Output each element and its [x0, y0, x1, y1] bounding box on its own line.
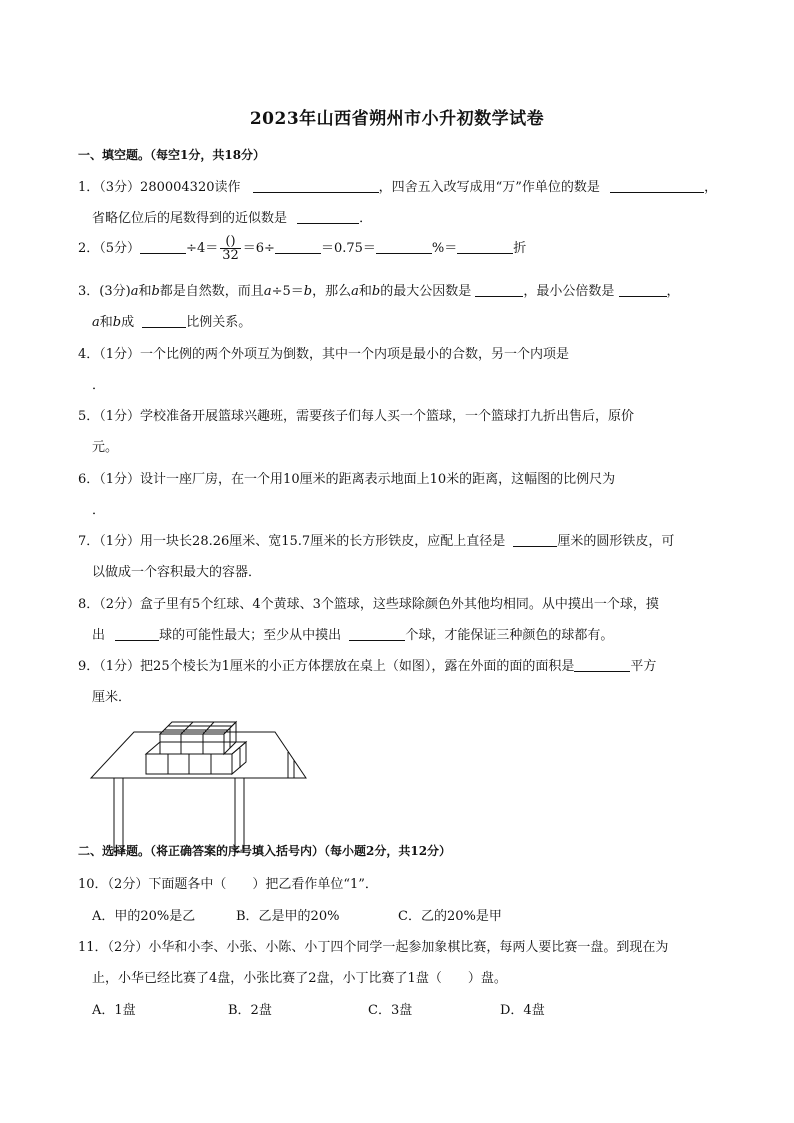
question-1-line-2: 省略亿位后的尾数得到的近似数是 ．: [92, 211, 373, 226]
answer-blank[interactable]: [253, 179, 379, 193]
fraction: $\frac{()}{32}$: [222, 234, 239, 263]
question-9-line-2: 厘米．: [92, 690, 132, 705]
option-d[interactable]: D．4盘: [500, 1003, 545, 1018]
question-6-line-2: ．: [92, 503, 106, 518]
answer-blank[interactable]: [297, 210, 359, 224]
answer-blank[interactable]: [142, 314, 186, 328]
answer-blank[interactable]: [619, 283, 667, 297]
cubes-on-table-figure: [88, 712, 308, 854]
answer-blank[interactable]: [275, 240, 321, 254]
question-2: 2．（5分） ÷4＝ $\frac{()}{32}$ ＝6÷ ＝0.75＝ %＝ 折: [78, 234, 527, 263]
question-11-line-1: 11．（2分）小华和小李、小张、小陈、小丁四个同学一起参加象棋比赛，每两人要比赛一盘。到现在为: [78, 940, 669, 955]
question-7-line-2: 以做成一个容积最大的容器．: [92, 565, 262, 580]
question-3-line-1: 3．(3分)a和b都是自然数，而且a÷5＝b，那么a和b的最大公因数是 ，最小公倍数是 ，: [78, 284, 680, 299]
section-heading-fill-blank: 一、填空题。（每空1分，共18分）: [78, 148, 266, 162]
section-heading-multiple-choice: 二、选择题。（将正确答案的序号填入括号内）（每小题2分，共12分）: [78, 844, 452, 858]
table-top: [91, 732, 306, 778]
cube-layer-bottom-top: [146, 742, 246, 754]
question-4-line-1: 4．（1分）一个比例的两个外项互为倒数，其中一个内项是最小的合数，另一个内项是: [78, 347, 570, 362]
answer-blank[interactable]: [457, 240, 513, 254]
answer-blank[interactable]: [349, 627, 405, 641]
option-c[interactable]: C．3盘: [368, 1003, 413, 1018]
question-3-line-2: a和b成 比例关系。: [92, 315, 252, 330]
answer-blank[interactable]: [475, 283, 523, 297]
question-1-line-1: 1．（3分）280004320读作 ，四舍五入改写成用“万”作单位的数是 ，: [78, 180, 718, 195]
question-11-line-2: 止，小华已经比赛了4盘，小张比赛了2盘，小丁比赛了1盘（ ）盘。: [92, 971, 507, 986]
option-b[interactable]: B．2盘: [228, 1003, 272, 1018]
page-title: 2023年山西省朔州市小升初数学试卷: [249, 109, 545, 129]
answer-blank[interactable]: [115, 627, 159, 641]
table-leg: [114, 778, 123, 852]
answer-blank[interactable]: [140, 240, 186, 254]
question-5-line-2: 元。: [92, 440, 119, 455]
question-8-line-2: 出 球的可能性最大；至少从中摸出 个球，才能保证三种颜色的球都有。: [92, 628, 614, 643]
question-9-line-1: 9．（1分）把25个棱长为1厘米的小正方体摆放在桌上（如图），露在外面的面的面积是 平方: [78, 659, 657, 674]
option-c[interactable]: C．乙的20%是甲: [398, 909, 502, 924]
answer-blank[interactable]: [610, 179, 704, 193]
answer-blank[interactable]: [574, 658, 630, 672]
table-leg: [235, 778, 244, 852]
answer-blank[interactable]: [376, 240, 432, 254]
answer-blank[interactable]: [513, 533, 557, 547]
option-a[interactable]: A．甲的20%是乙: [92, 909, 196, 924]
option-a[interactable]: A．1盘: [92, 1003, 136, 1018]
question-10: 10．（2分）下面题各中（ ）把乙看作单位“1”．: [78, 877, 378, 892]
question-7-line-1: 7．（1分）用一块长28.26厘米、宽15.7厘米的长方形铁皮，应配上直径是 厘米的圆形铁皮，可: [78, 534, 675, 549]
question-6-line-1: 6．（1分）设计一座厂房，在一个用10厘米的距离表示地面上10米的距离，这幅图的比例尺为: [78, 472, 616, 487]
question-5-line-1: 5．（1分）学校准备开展篮球兴趣班，需要孩子们每人买一个篮球，一个篮球打九折出售后，原价: [78, 409, 635, 424]
question-4-line-2: ．: [92, 378, 106, 393]
cube-layer-top-front: [160, 734, 224, 754]
question-10-options: [92, 905, 652, 923]
option-b[interactable]: B．乙是甲的20%: [236, 909, 340, 924]
question-8-line-1: 8．（2分）盒子里有5个红球、4个黄球、3个篮球，这些球除颜色外其他均相同。从中摸出一个球，摸: [78, 597, 659, 612]
question-11-options: [92, 999, 652, 1017]
